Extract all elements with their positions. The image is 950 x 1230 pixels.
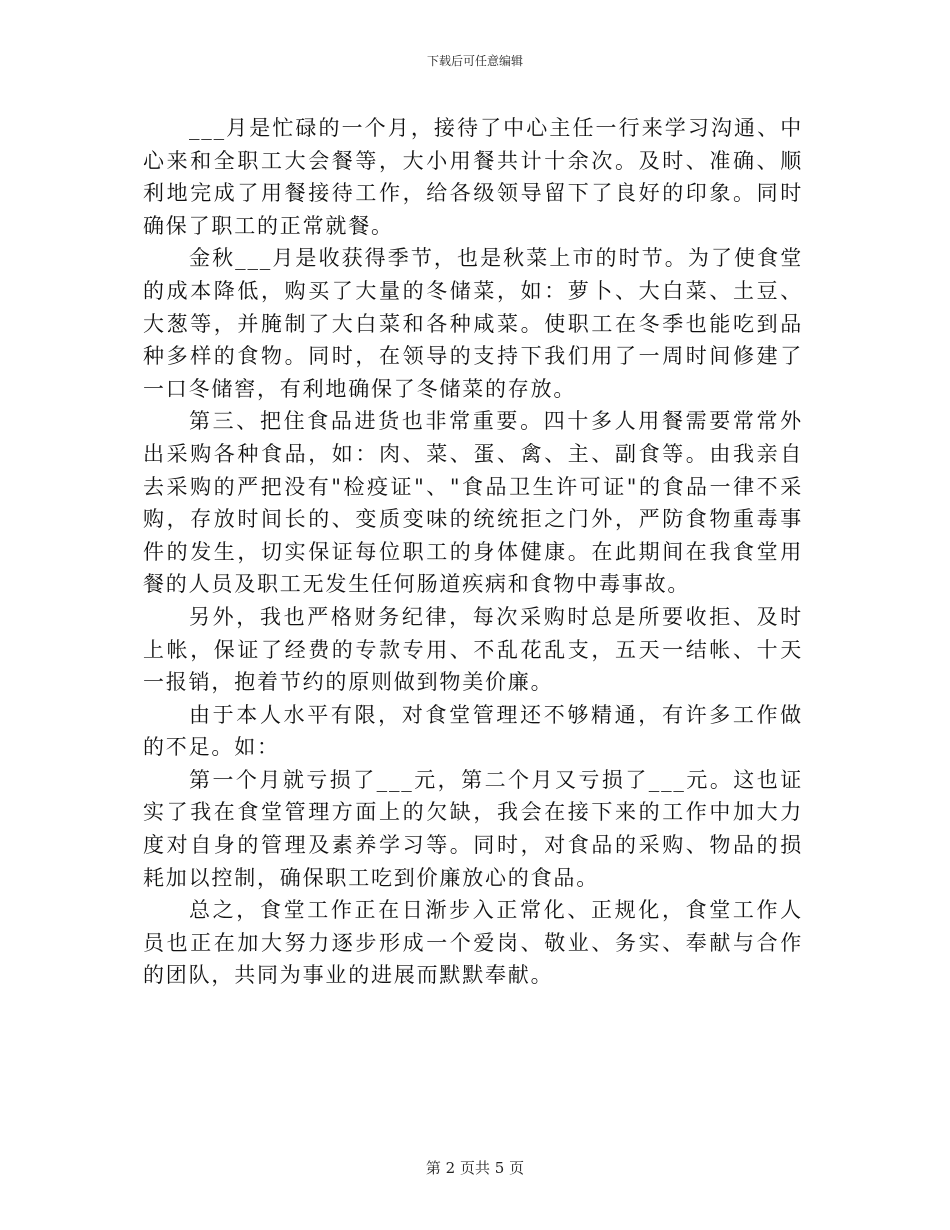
paragraph-food-purchasing: 第三、把住食品进货也非常重要。四十多人用餐需要常常外出采购各种食品，如：肉、菜、蛋、禽、主、副食等。由我亲自去采购的严把没有"检疫证"、"食品卫生许可证"的食品一律不采购，存放时间长的、变质变味的统统拒之门外，严防食物重毒事件的发生，切实保证每位职工的身体健康。在此期间在我食堂用餐的人员及职工无发生任何肠道疾病和食物中毒事故。	[143, 409, 803, 597]
paragraph-shortcomings: 由于本人水平有限，对食堂管理还不够精通，有许多工作做的不足。如：	[143, 702, 803, 760]
document-body	[143, 112, 803, 992]
paragraph-reception: ___月是忙碌的一个月，接待了中心主任一行来学习沟通、中心来和全职工大会餐等，大小用餐共计十余次。及时、准确、顺利地完成了用餐接待工作，给各级领导留下了良好的印象。同时确保了职工的正常就餐。	[143, 116, 803, 238]
page-header: 下载后可任意编辑	[426, 54, 523, 68]
paragraph-conclusion: 总之，食堂工作正在日渐步入正常化、正规化，食堂工作人员也正在加大努力逐步形成一个爱岗、敬业、务实、奉献与合作的团队，共同为事业的进展而默默奉献。	[143, 898, 803, 988]
page-number: 第 2 页共 5 页	[425, 1159, 525, 1177]
paragraph-financial-discipline: 另外，我也严格财务纪律，每次采购时总是所要收拒、及时上帐，保证了经费的专款专用、不乱花乱支，五天一结帐、十天一报销，抱着节约的原则做到物美价廉。	[143, 604, 803, 695]
paragraph-winter-storage: 金秋___月是收获得季节，也是秋菜上市的时节。为了使食堂的成本降低，购买了大量的冬储菜，如：萝卜、大白菜、土豆、大葱等，并腌制了大白菜和各种咸菜。使职工在冬季也能吃到品种多样的食物。同时，在领导的支持下我们用了一周时间修建了一口冬储窖，有利地确保了冬储菜的存放。	[143, 246, 803, 401]
paragraph-losses: 第一个月就亏损了___元，第二个月又亏损了___元。这也证实了我在食堂管理方面上的欠缺，我会在接下来的工作中加大力度对自身的管理及素养学习等。同时，对食品的采购、物品的损耗加以控制，确保职工吃到价廉放心的食品。	[143, 767, 803, 890]
